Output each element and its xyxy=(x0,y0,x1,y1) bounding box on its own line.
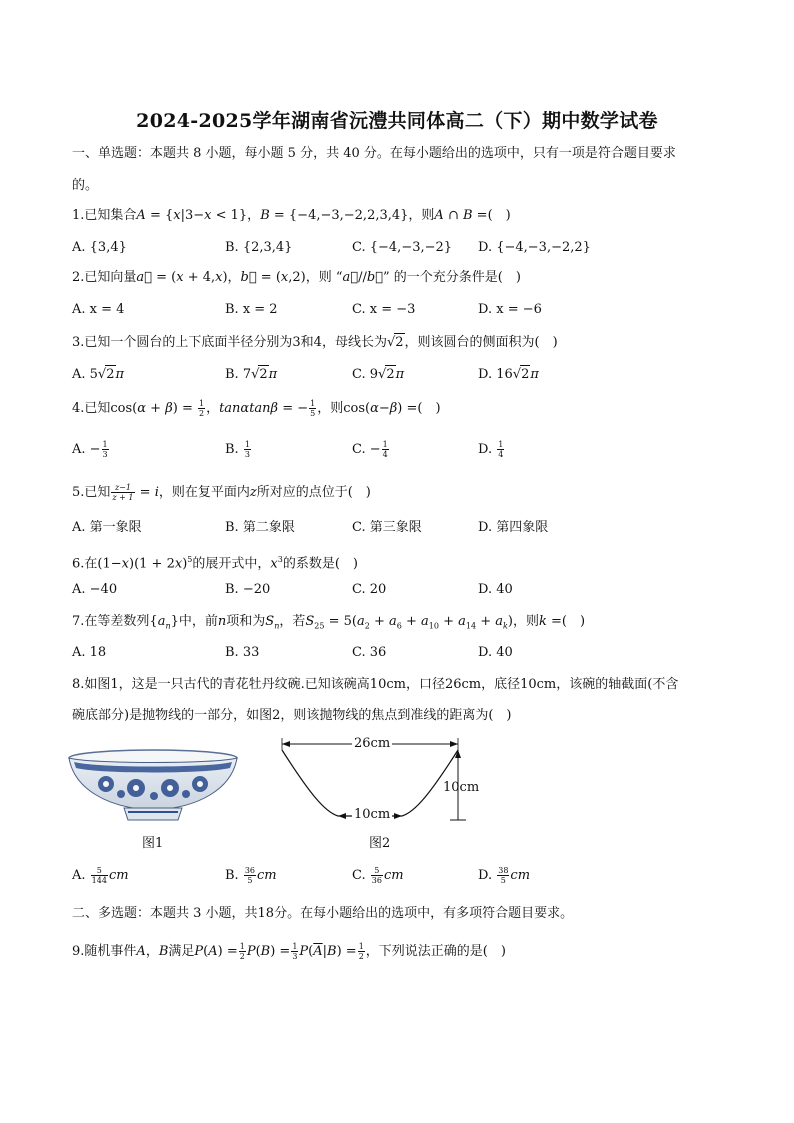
question-1: 1.已知集合A = {x|3−x < 1}，B = {−4,−3,−2,2,3,4}，则A ∩ B =( ) xyxy=(72,208,511,223)
q6-option-d: D. 40 xyxy=(478,582,513,597)
question-6: 6.在$(1-x)(1 + 2x)^5$的展开式中，$x^3$的系数是( ) xyxy=(72,555,358,572)
q7-option-a: A. 18 xyxy=(72,645,107,660)
q5-option-d: D. 第四象限 xyxy=(478,520,549,535)
q8-option-d: D. $\frac{38}{5}$ cm xyxy=(478,866,531,885)
q6-option-a: A. −40 xyxy=(72,582,118,597)
q5-option-c: C. 第三象限 xyxy=(352,520,422,535)
question-7: 7.在等差数列$\{a_n\}$中，前n项和为$S_n$，若$S_{25} = 5(a_2 + a_6 + a_{10} + a_{14} + a_k)$，则k =( ) xyxy=(72,614,586,631)
figure-2-caption: 图2 xyxy=(369,836,391,851)
q1-option-d: D. {−4,−3,−2,2} xyxy=(478,240,591,255)
top-diameter-label: 26cm xyxy=(354,736,391,751)
q5-option-b: B. 第二象限 xyxy=(225,520,295,535)
q2-option-a: A. x = 4 xyxy=(72,302,125,317)
q4-option-c: C. − $\frac{1}{4}$ xyxy=(352,440,388,459)
q1-option-a: A. {3,4} xyxy=(72,240,127,255)
q2-option-d: D. x = −6 xyxy=(478,302,542,317)
q3-option-c: C. 9√2π xyxy=(352,367,405,382)
q7-option-c: C. 36 xyxy=(352,645,387,660)
question-8-cont: 碗底部分)是抛物线的一部分，如图2，则该抛物线的焦点到准线的距离为( ) xyxy=(72,708,512,723)
q4-option-b: B. $\frac{1}{3}$ xyxy=(225,440,250,459)
q1-option-c: C. {−4,−3,−2} xyxy=(352,240,453,255)
q5-option-a: A. 第一象限 xyxy=(72,520,142,535)
bowl-photo xyxy=(66,748,240,824)
page-title: 2024-2025学年湖南省沅澧共同体高二（下）期中数学试卷 xyxy=(136,110,658,132)
section-1-instructions: 一、单选题：本题共 8 小题，每小题 5 分，共 40 分。在每小题给出的选项中，只有一项是符合题目要求 xyxy=(72,146,676,161)
q3-option-b: B. 7√2π xyxy=(225,367,278,382)
q8-option-a: A. $\frac{5}{144}$ cm xyxy=(72,866,129,885)
q1-option-b: B. {2,3,4} xyxy=(225,240,293,255)
q8-option-c: C. $\frac{5}{36}$ cm xyxy=(352,866,404,885)
bottom-diameter-label: 10cm xyxy=(354,807,391,822)
q7-option-d: D. 40 xyxy=(478,645,513,660)
question-5: 5.已知 $\frac{z-1}{z + 1}$ = i，则在复平面内z所对应的点位于( ) xyxy=(72,483,371,502)
q3-option-d: D. 16√2π xyxy=(478,367,539,382)
section-1-instructions-cont: 的。 xyxy=(72,178,99,193)
q7-option-b: B. 33 xyxy=(225,645,260,660)
q6-option-c: C. 20 xyxy=(352,582,387,597)
q2-option-c: C. x = −3 xyxy=(352,302,416,317)
q8-option-b: B. $\frac{36}{5}$ cm xyxy=(225,866,277,885)
section-2-instructions: 二、多选题：本题共 3 小题，共18分。在每小题给出的选项中，有多项符合题目要求。 xyxy=(72,906,574,921)
q6-option-b: B. −20 xyxy=(225,582,271,597)
q4-option-a: A. − $\frac{1}{3}$ xyxy=(72,440,108,459)
question-8: 8.如图1，这是一只古代的青花牡丹纹碗.已知该碗高10cm，口径26cm，底径10cm，该碗的轴截面(不含 xyxy=(72,677,679,692)
figure-1-caption: 图1 xyxy=(142,836,164,851)
q3-option-a: A. 5√2π xyxy=(72,367,125,382)
question-2: 2.已知向量a⃗ = (x + 4,x)，b⃗ = (x,2)，则 “a⃗//b⃗” 的一个充分条件是( ) xyxy=(72,270,521,285)
question-4: 4.已知cos(α + β) = $\frac{1}{2}$ ，tanαtanβ = − $\frac{1}{5}$ ，则cos(α−β) =( ) xyxy=(72,399,441,418)
q2-option-b: B. x = 2 xyxy=(225,302,278,317)
q4-option-d: D. $\frac{1}{4}$ xyxy=(478,440,504,459)
question-9: 9.随机事件A，B满足P(A) = $\frac{1}{2}$ P(B) = $\frac{1}{3}$ $P(\overline{A}|B)$ = $\frac{1}{2}$ ，下列说法正确的是( ) xyxy=(72,942,506,961)
height-label: 10cm xyxy=(443,780,480,795)
question-3: 3.已知一个圆台的上下底面半径分别为3和4，母线长为√2，则该圆台的侧面积为( ) xyxy=(72,335,558,350)
